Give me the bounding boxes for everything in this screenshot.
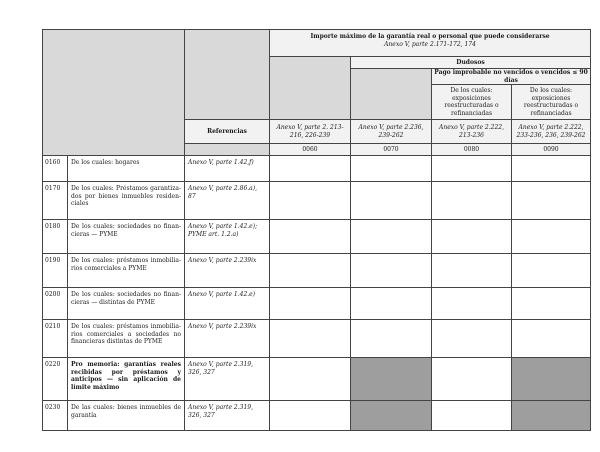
value-cell[interactable] [270, 401, 351, 431]
row-code: 0200 [43, 288, 68, 320]
col-ref-0090: Anexo V, parte 2.222, 233-236, 236, 239-262 [512, 120, 591, 144]
row-label: De los cuales: hogares [68, 156, 185, 182]
value-cell[interactable] [432, 358, 512, 401]
value-cell[interactable] [512, 254, 591, 288]
row-ref: Anexo V, parte 2.239ix [185, 320, 270, 358]
row-ref: Anexo V, parte 2.319, 326, 327 [185, 401, 270, 431]
referencias-header: Referencias [185, 120, 270, 144]
header-blank-col-d [270, 57, 351, 120]
row-label: De los cuales: préstamos inmobiliarios comerciales a PYME [68, 254, 185, 288]
value-cell[interactable] [432, 254, 512, 288]
pago-improbable-header: Pago improbable no vencidos o vencidos ≤ 90 días [432, 69, 591, 85]
shaded-cell [351, 358, 432, 401]
row-label: De los cuales: sociedades no financieras — distintas de PYME [68, 288, 185, 320]
value-cell[interactable] [432, 401, 512, 431]
value-cell[interactable] [512, 156, 591, 182]
value-cell[interactable] [432, 288, 512, 320]
column-group-title-text: Importe máximo de la garantía real o personal que puede considerarse [310, 33, 550, 40]
regulatory-table [42, 29, 591, 431]
value-cell[interactable] [270, 288, 351, 320]
table-row [43, 320, 591, 358]
row-label: Pro memoria: garantías reales recibidas por préstamos y anticipos — sin aplicación de límite máximo [68, 358, 185, 401]
table-row [43, 254, 591, 288]
shaded-cell [351, 401, 432, 431]
row-code: 0170 [43, 182, 68, 220]
table-row [43, 156, 591, 182]
value-cell[interactable] [270, 254, 351, 288]
header-blank-code-ref [185, 144, 270, 156]
row-code: 0160 [43, 156, 68, 182]
column-group-title [270, 30, 591, 57]
col-ref-0070: Anexo V, parte 2.236, 239-262 [351, 120, 432, 144]
value-cell[interactable] [270, 320, 351, 358]
row-label: De las cuales: bienes inmuebles de garantía [68, 401, 185, 431]
value-cell[interactable] [512, 288, 591, 320]
row-label: De los cuales: Préstamos garantizados por bienes inmuebles residenciales [68, 182, 185, 220]
value-cell[interactable] [512, 182, 591, 220]
shaded-cell [512, 401, 591, 431]
table-row [43, 358, 591, 401]
table-row [43, 220, 591, 254]
row-ref: Anexo V, parte 2.319, 326, 327 [185, 358, 270, 401]
row-code: 0230 [43, 401, 68, 431]
row-code: 0220 [43, 358, 68, 401]
value-cell[interactable] [512, 220, 591, 254]
shaded-cell [512, 358, 591, 401]
row-label: De los cuales: sociedades no financieras — PYME [68, 220, 185, 254]
value-cell[interactable] [270, 220, 351, 254]
value-cell[interactable] [351, 254, 432, 288]
table-row [43, 182, 591, 220]
table-row [43, 288, 591, 320]
row-code: 0190 [43, 254, 68, 288]
row-ref: Anexo V, parte 1.42.e) [185, 288, 270, 320]
table-row [43, 401, 591, 431]
value-cell[interactable] [432, 220, 512, 254]
row-code: 0180 [43, 220, 68, 254]
row-code: 0210 [43, 320, 68, 358]
exposiciones-header-e: De los cuales: exposiciones reestructuradas o refinanciadas [512, 85, 591, 120]
col-ref-0080: Anexo V, parte 2.222, 213-236 [432, 120, 512, 144]
value-cell[interactable] [432, 320, 512, 358]
column-group-title-ref: Anexo V, parte 2.171-172, 174 [384, 40, 476, 48]
value-cell[interactable] [351, 220, 432, 254]
col-code-0060: 0060 [270, 144, 351, 156]
value-cell[interactable] [432, 182, 512, 220]
row-label: De los cuales: préstamos inmobiliarios comerciales a sociedades no financieras distintas de PYME [68, 320, 185, 358]
row-ref: Anexo V, parte 2.86.a), 87 [185, 182, 270, 220]
value-cell[interactable] [351, 320, 432, 358]
value-cell[interactable] [270, 182, 351, 220]
exposiciones-header-c: De los cuales: exposiciones reestructuradas o refinanciadas [432, 85, 512, 120]
header-blank-col-e [351, 69, 432, 120]
row-ref: Anexo V, parte 1.42,f) [185, 156, 270, 182]
dudosos-header: Dudosos [351, 57, 591, 69]
value-cell[interactable] [512, 320, 591, 358]
col-code-0080: 0080 [432, 144, 512, 156]
row-ref: Anexo V, parte 2.239ix [185, 254, 270, 288]
value-cell[interactable] [432, 156, 512, 182]
header-blank-cell [43, 30, 185, 156]
value-cell[interactable] [270, 358, 351, 401]
col-code-0070: 0070 [351, 144, 432, 156]
value-cell[interactable] [270, 156, 351, 182]
row-ref: Anexo V, parte 1.42.e); PYME art. 1.2.a) [185, 220, 270, 254]
value-cell[interactable] [351, 182, 432, 220]
col-code-0090: 0090 [512, 144, 591, 156]
col-ref-0060: Anexo V, parte 2. 213-216, 226-239 [270, 120, 351, 144]
header-blank-ref [185, 30, 270, 120]
value-cell[interactable] [351, 288, 432, 320]
value-cell[interactable] [351, 156, 432, 182]
